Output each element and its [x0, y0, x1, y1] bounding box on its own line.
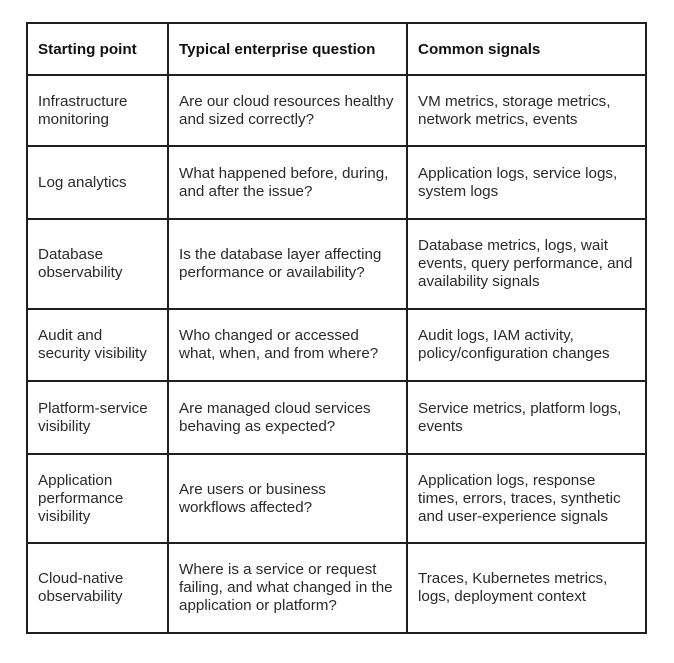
question-cell: [168, 543, 407, 633]
table-row: [27, 75, 646, 146]
table-row: [27, 309, 646, 381]
starting-point-cell: [27, 309, 168, 381]
starting-point-cell: [27, 75, 168, 146]
question-text: Is the database layer affecting performance or availability?: [179, 246, 382, 281]
starting-point-cell: [27, 146, 168, 219]
signals-text: Application logs, response times, errors, traces, synthetic and user-experience signals: [418, 471, 621, 525]
question-cell: [168, 309, 407, 381]
observability-table-container: [26, 22, 645, 634]
starting-point-text: Database observability: [38, 246, 123, 281]
signals-cell: [407, 543, 646, 633]
question-text: Are our cloud resources healthy and sized correctly?: [179, 92, 394, 128]
header-label: Starting point: [38, 41, 137, 58]
signals-text: VM metrics, storage metrics, network metrics, events: [418, 92, 611, 128]
starting-point-cell: [27, 381, 168, 454]
question-cell: [168, 454, 407, 543]
table-row: [27, 381, 646, 454]
question-cell: [168, 219, 407, 309]
question-text: Who changed or accessed what, when, and from where?: [179, 327, 379, 362]
question-cell: [168, 381, 407, 454]
table-row: [27, 219, 646, 309]
signals-cell: [407, 75, 646, 146]
starting-point-text: Application performance visibility: [38, 471, 124, 525]
header-typical-question: [168, 23, 407, 75]
signals-text: Database metrics, logs, wait events, query performance, and availability signals: [418, 237, 633, 290]
starting-point-text: Cloud-native observability: [38, 570, 124, 605]
header-common-signals: [407, 23, 646, 75]
starting-point-text: Infrastructure monitoring: [38, 92, 128, 128]
starting-point-cell: [27, 454, 168, 543]
question-text: Are managed cloud services behaving as expected?: [179, 399, 371, 435]
signals-cell: [407, 454, 646, 543]
question-cell: [168, 75, 407, 146]
signals-text: Audit logs, IAM activity, policy/configuration changes: [418, 327, 610, 362]
table-row: [27, 543, 646, 633]
header-starting-point: [27, 23, 168, 75]
table-row: [27, 454, 646, 543]
signals-text: Application logs, service logs, system logs: [418, 164, 618, 200]
signals-cell: [407, 146, 646, 219]
signals-cell: [407, 309, 646, 381]
starting-point-cell: [27, 543, 168, 633]
observability-starting-points-table: [26, 22, 647, 634]
header-label: Common signals: [418, 41, 541, 58]
signals-text: Traces, Kubernetes metrics, logs, deployment context: [418, 570, 608, 605]
starting-point-text: Audit and security visibility: [38, 327, 147, 362]
starting-point-cell: [27, 219, 168, 309]
signals-cell: [407, 219, 646, 309]
header-label: Typical enterprise question: [179, 41, 376, 58]
signals-cell: [407, 381, 646, 454]
question-text: Where is a service or request failing, and what changed in the application or platform?: [179, 561, 393, 614]
starting-point-text: Log analytics: [38, 173, 127, 191]
question-text: Are users or business workflows affected?: [179, 480, 326, 516]
table-row: [27, 146, 646, 219]
signals-text: Service metrics, platform logs, events: [418, 399, 622, 435]
table-header-row: [27, 23, 646, 75]
question-cell: [168, 146, 407, 219]
starting-point-text: Platform-service visibility: [38, 399, 148, 435]
question-text: What happened before, during, and after the issue?: [179, 164, 389, 200]
